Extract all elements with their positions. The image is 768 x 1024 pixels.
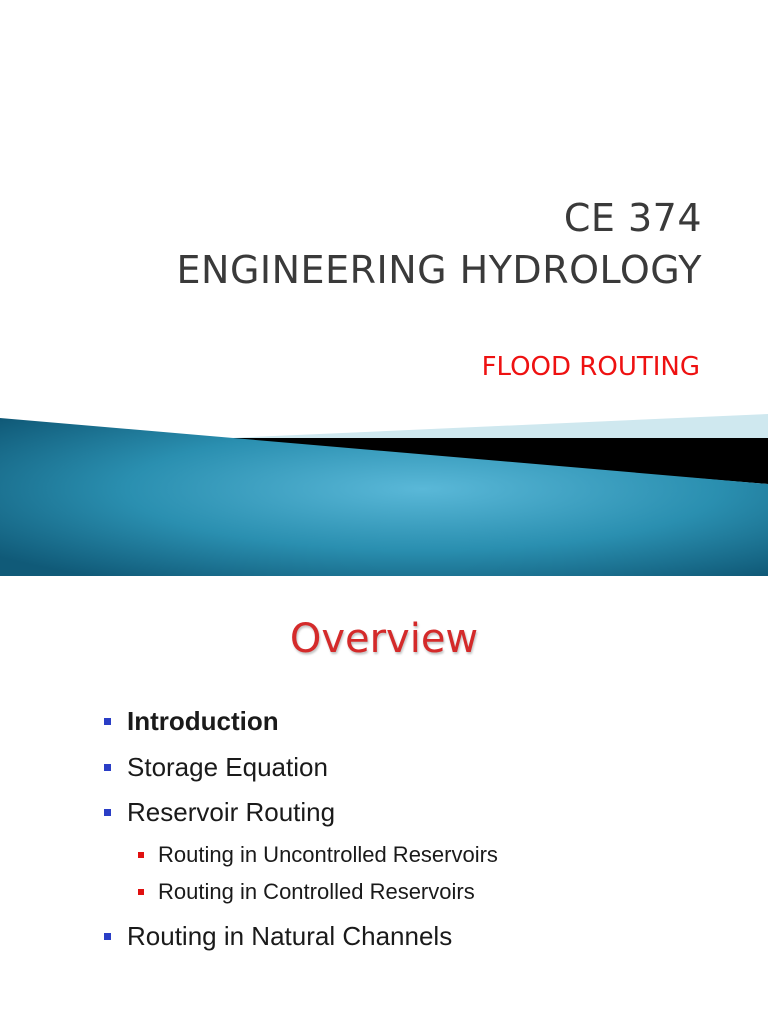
list-item [104, 752, 328, 783]
banner-light-strip [230, 414, 768, 438]
square-bullet-icon [104, 933, 111, 940]
list-item-label: Routing in Natural Channels [127, 921, 453, 951]
topic-subtitle: FLOOD ROUTING [481, 352, 700, 382]
list-item [104, 921, 452, 952]
list-item [104, 797, 335, 828]
square-bullet-icon [104, 809, 111, 816]
list-item-label: Storage Equation [127, 752, 328, 782]
decorative-banner [0, 412, 768, 576]
course-name: ENGINEERING HYDROLOGY [176, 248, 702, 292]
list-item-label: Routing in Controlled Reservoirs [158, 879, 475, 904]
list-item-label: Introduction [127, 706, 279, 736]
square-bullet-icon [104, 764, 111, 771]
list-item [104, 706, 279, 737]
outline-list [0, 576, 768, 1024]
list-subitem [138, 842, 498, 868]
list-subitem [138, 879, 475, 905]
overview-slide [0, 576, 768, 1024]
square-bullet-icon [138, 889, 144, 895]
course-title [177, 192, 702, 296]
course-code: CE 374 [563, 196, 702, 240]
square-bullet-icon [104, 718, 111, 725]
list-item-label: Routing in Uncontrolled Reservoirs [158, 842, 498, 867]
square-bullet-icon [138, 852, 144, 858]
list-item-label: Reservoir Routing [127, 797, 336, 827]
overview-heading: Overview [289, 616, 479, 662]
